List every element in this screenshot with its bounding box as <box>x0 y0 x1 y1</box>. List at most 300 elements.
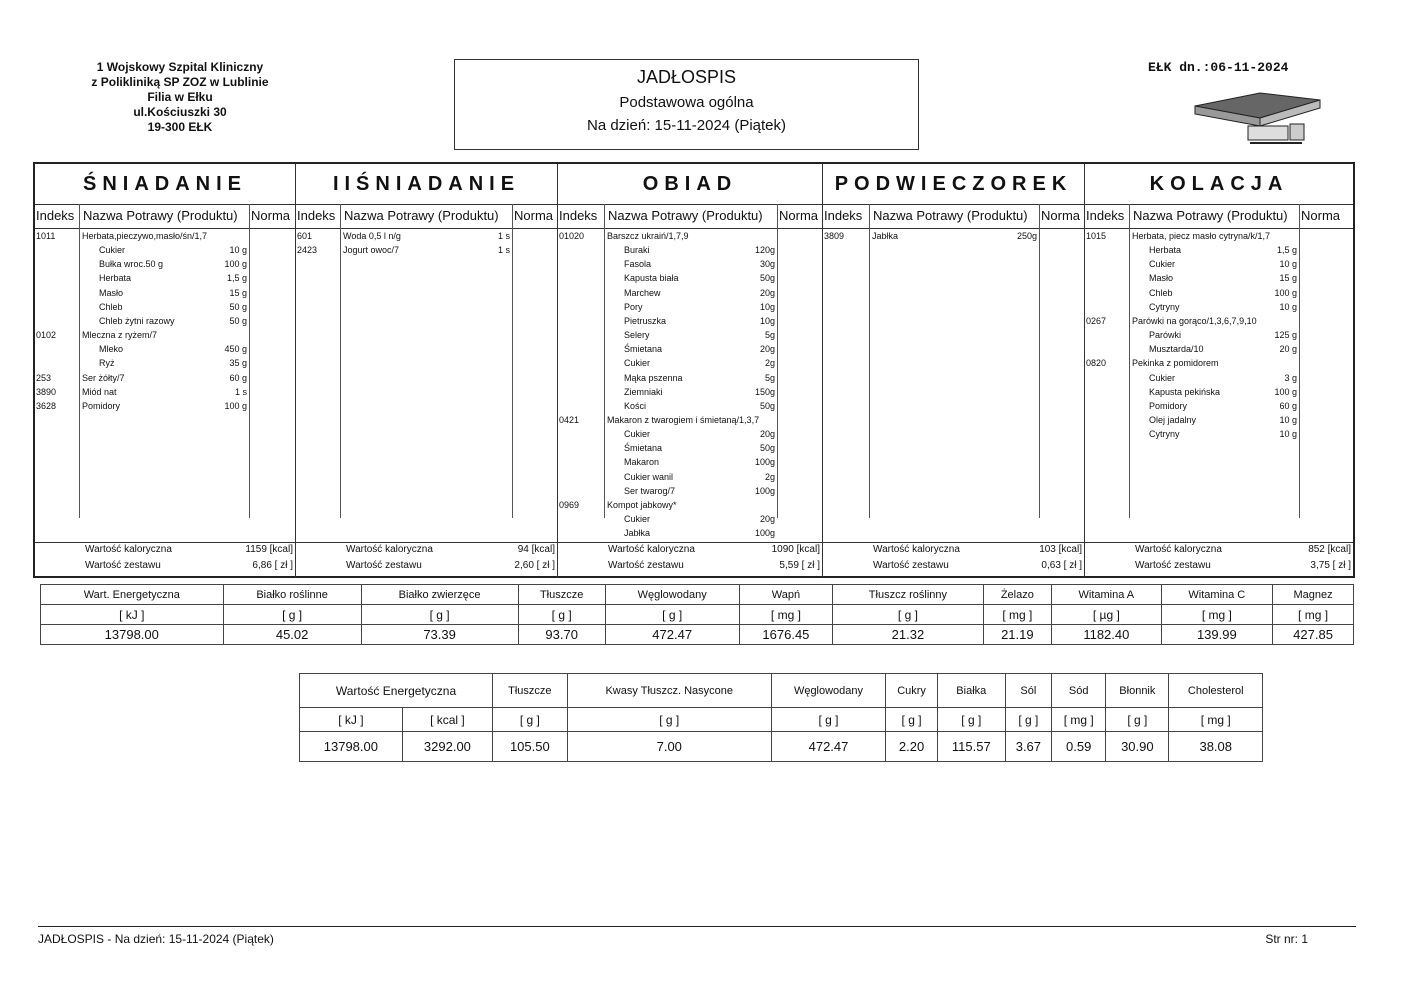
menu-row <box>558 315 822 329</box>
nutrition-cell: Tłuszcze <box>518 585 605 605</box>
menu-row <box>1085 301 1353 315</box>
meal-column-3 <box>823 164 1085 578</box>
row-name: Mleczna z ryżem/7 <box>82 330 158 341</box>
hospital-address <box>60 60 300 135</box>
meal-column-1 <box>296 164 558 578</box>
nutrition-cell: Cholesterol <box>1169 674 1263 708</box>
nutrition-cell: [ kJ ] <box>300 708 403 732</box>
nutrition-cell: [ g ] <box>886 708 938 732</box>
issue-date: EŁK dn.:06-11-2024 <box>1148 60 1289 75</box>
nutrition-cell: 1676.45 <box>739 625 833 645</box>
row-name: Herbata,pieczywo,masło/śn/1,7 <box>82 231 208 241</box>
nutrition-cell: [ g ] <box>493 708 568 732</box>
column-header-row <box>823 204 1084 229</box>
row-index: 0267 <box>1086 315 1107 326</box>
menu-row <box>823 230 1084 244</box>
nutrition-cell: [ g ] <box>567 708 771 732</box>
row-index: 1015 <box>1086 231 1107 241</box>
nutrition-cell: 30.90 <box>1106 732 1169 762</box>
nutrition-cell: 3292.00 <box>402 732 492 762</box>
meal-title: KOLACJA <box>1085 164 1353 205</box>
row-name: Kości <box>624 400 647 411</box>
nutrition-cell: 472.47 <box>771 732 885 762</box>
nutrition-cell: [ g ] <box>1106 708 1169 732</box>
name-header: Nazwa Potrawy (Produktu) <box>344 208 499 223</box>
column-header-row <box>558 204 822 229</box>
row-name: Cytryny <box>1149 429 1180 440</box>
row-name: Pietruszka <box>624 315 667 326</box>
row-name: Cukier <box>99 245 126 256</box>
row-norm: 1,5 g <box>1276 245 1297 256</box>
cost-value: 3,75 [ zł ] <box>1310 560 1351 571</box>
row-norm: 120g <box>754 245 775 256</box>
row-name: Parówki <box>1149 330 1182 341</box>
row-name: Bułka wroc.50 g <box>99 259 164 270</box>
row-norm: 10 g <box>229 245 247 256</box>
column-divider <box>869 204 870 518</box>
row-name: Jogurt owoc/7 <box>343 245 400 256</box>
nutrition-cell: 73.39 <box>361 625 518 645</box>
menu-date: Na dzień: 15-11-2024 (Piątek) <box>587 117 786 134</box>
nutrition-cell: Tłuszcz roślinny <box>833 585 983 605</box>
row-name: Selery <box>624 330 650 341</box>
row-norm: 50g <box>759 443 775 454</box>
row-name: Ser żółty/7 <box>82 372 125 383</box>
nutrition-headers-row <box>300 674 1263 708</box>
row-norm: 100 g <box>1274 386 1297 397</box>
cost-value: 5,59 [ zł ] <box>779 560 820 571</box>
row-norm: 1 s <box>497 231 510 241</box>
menu-row <box>35 343 295 357</box>
column-header-row <box>296 204 557 229</box>
menu-row <box>35 230 295 244</box>
row-name: Chleb <box>99 301 123 312</box>
row-name: Kompot jabkowy* <box>607 499 677 510</box>
totals-divider <box>558 542 822 543</box>
index-header: Indeks <box>36 208 75 223</box>
row-index: 2423 <box>297 245 318 256</box>
name-header: Nazwa Potrawy (Produktu) <box>1133 208 1288 223</box>
index-header: Indeks <box>1086 208 1125 223</box>
calorie-value: 852 [kcal] <box>1308 544 1351 555</box>
menu-row <box>35 287 295 301</box>
nutrition-cell: Cukry <box>886 674 938 708</box>
row-name: Olej jadalny <box>1149 414 1197 425</box>
totals-divider <box>296 542 557 543</box>
row-name: Fasola <box>624 259 652 270</box>
nutrition-cell: [ mg ] <box>739 605 833 625</box>
menu-row <box>558 372 822 386</box>
menu-row <box>558 400 822 414</box>
menu-row <box>1085 372 1353 386</box>
calorie-value: 94 [kcal] <box>517 544 555 555</box>
nutrition-cell: Węglowodany <box>771 674 885 708</box>
nutrition-cell: 105.50 <box>493 732 568 762</box>
menu-row <box>1085 315 1353 329</box>
nutrition-cell: [ g ] <box>1005 708 1052 732</box>
footer-title: JADŁOSPIS - Na dzień: 15-11-2024 (Piątek) <box>38 932 274 946</box>
row-index: 0969 <box>559 499 580 510</box>
menu-row <box>558 329 822 343</box>
menu-row <box>1085 287 1353 301</box>
row-norm: 2g <box>764 471 775 482</box>
row-name: Jabłka <box>872 231 899 241</box>
nutrition-cell: [ g ] <box>605 605 739 625</box>
norm-header: Norma <box>779 208 819 223</box>
nutrition-cell: Tłuszcze <box>493 674 568 708</box>
row-norm: 100 g <box>1274 287 1297 298</box>
menu-row <box>558 230 822 244</box>
menu-row <box>35 386 295 400</box>
cost-label: Wartość zestawu <box>85 560 161 571</box>
totals-divider <box>823 542 1084 543</box>
menu-row <box>558 386 822 400</box>
meal-title: IIŚNIADANIE <box>296 164 557 205</box>
nutrition-label-table <box>299 673 1263 762</box>
cost-value: 6,86 [ zł ] <box>252 560 293 571</box>
hospital-line: z Polikliniką SP ZOZ w Lublinie <box>91 75 269 89</box>
page-number: Str nr: 1 <box>1265 932 1308 946</box>
meal-title: OBIAD <box>558 164 822 205</box>
row-name: Cukier <box>1149 259 1176 270</box>
row-norm: 20 g <box>1279 344 1297 355</box>
row-norm: 60 g <box>229 372 247 383</box>
row-name: Buraki <box>624 245 650 256</box>
nutrition-cell: 93.70 <box>518 625 605 645</box>
meal-column-4 <box>1085 164 1353 578</box>
row-norm: 20g <box>759 514 775 524</box>
row-norm: 30g <box>759 259 775 270</box>
row-name: Makaron <box>624 457 660 468</box>
row-name: Śmietana <box>624 344 663 355</box>
nutrition-units-row <box>300 708 1263 732</box>
norm-header: Norma <box>514 208 554 223</box>
row-index: 3628 <box>36 400 57 411</box>
row-norm: 60 g <box>1279 400 1297 411</box>
row-norm: 125 g <box>1274 330 1297 341</box>
hospital-line: ul.Kościuszki 30 <box>133 105 227 119</box>
nutrition-cell: [ g ] <box>938 708 1005 732</box>
column-header-row <box>1085 204 1353 229</box>
row-norm: 1 s <box>497 245 510 256</box>
nutrition-cell: 139.99 <box>1161 625 1273 645</box>
calorie-label: Wartość kaloryczna <box>873 544 960 555</box>
row-norm: 100g <box>754 457 775 468</box>
row-name: Marchew <box>624 287 661 298</box>
menu-row <box>558 428 822 442</box>
calorie-value: 103 [kcal] <box>1039 544 1082 555</box>
nutrition-cell: [ kJ ] <box>41 605 224 625</box>
row-name: Herbata <box>1149 245 1182 256</box>
menu-row <box>35 357 295 371</box>
nutrition-cell: Kwasy Tłuszcz. Nasycone <box>567 674 771 708</box>
meal-title: PODWIECZOREK <box>823 164 1084 205</box>
nutrition-cell: 45.02 <box>223 625 361 645</box>
row-name: Barszcz ukraiń/1,7,9 <box>607 231 689 241</box>
row-index: 1011 <box>36 231 56 241</box>
document-title: JADŁOSPIS <box>636 67 737 87</box>
calorie-label: Wartość kaloryczna <box>1135 544 1222 555</box>
row-norm: 100g <box>754 485 775 496</box>
nutrition-summary-table <box>40 584 1354 645</box>
calorie-label: Wartość kaloryczna <box>85 544 172 555</box>
menu-row <box>558 414 822 428</box>
column-divider <box>1039 204 1040 518</box>
page-footer <box>38 926 1356 946</box>
row-index: 0102 <box>36 330 57 341</box>
menu-row <box>558 442 822 456</box>
nutrition-units-row <box>41 605 1354 625</box>
row-name: Ziemniaki <box>624 386 663 397</box>
menu-row <box>1085 258 1353 272</box>
hospital-line: Filia w Ełku <box>147 90 213 104</box>
menu-row <box>1085 272 1353 286</box>
row-name: Pomidory <box>1149 400 1188 411</box>
menu-row <box>296 230 557 244</box>
menu-row <box>1085 414 1353 428</box>
menu-row <box>35 272 295 286</box>
row-norm: 100g <box>754 528 775 539</box>
row-name: Kapusta biała <box>624 273 679 284</box>
menu-row <box>558 485 822 499</box>
row-index: 0820 <box>1086 358 1107 369</box>
nutrition-cell: Błonnik <box>1106 674 1169 708</box>
nutrition-cell: 13798.00 <box>300 732 403 762</box>
row-name: Pory <box>624 301 643 312</box>
menu-row <box>558 471 822 485</box>
row-norm: 50 g <box>229 301 247 312</box>
norm-header: Norma <box>251 208 291 223</box>
meal-column-0 <box>35 164 296 578</box>
nutrition-cell: 1182.40 <box>1052 625 1161 645</box>
nutrition-cell: 21.19 <box>983 625 1052 645</box>
nutrition-cell: [ g ] <box>361 605 518 625</box>
nutrition-cell: [ g ] <box>771 708 885 732</box>
menu-row <box>558 272 822 286</box>
cost-value: 2,60 [ zł ] <box>514 560 555 571</box>
calorie-value: 1159 [kcal] <box>245 544 293 555</box>
row-norm: 100 g <box>224 400 247 411</box>
menu-row <box>35 258 295 272</box>
row-name: Parówki na gorąco/1,3,6,7,9,10 <box>1132 315 1257 326</box>
menu-row <box>558 301 822 315</box>
nutrition-cell: 13798.00 <box>41 625 224 645</box>
row-norm: 100 g <box>224 259 247 270</box>
nutrition-cell: Wart. Energetyczna <box>41 585 224 605</box>
menu-row <box>35 372 295 386</box>
row-name: Musztarda/10 <box>1149 344 1204 355</box>
menu-row <box>1085 428 1353 442</box>
row-norm: 15 g <box>1279 273 1297 284</box>
nutrition-values-row <box>41 625 1354 645</box>
row-name: Ser twarog/7 <box>624 485 676 496</box>
row-name: Jabłka <box>624 528 651 539</box>
meal-column-2 <box>558 164 823 578</box>
menu-row <box>558 499 822 513</box>
row-norm: 35 g <box>229 358 247 369</box>
nutrition-cell: [ mg ] <box>1161 605 1273 625</box>
row-norm: 2g <box>764 358 775 369</box>
cost-label: Wartość zestawu <box>608 560 684 571</box>
nutrition-cell: [ mg ] <box>983 605 1052 625</box>
row-norm: 50g <box>759 273 775 284</box>
title-box <box>454 59 919 150</box>
nutrition-cell: [ mg ] <box>1052 708 1106 732</box>
menu-row <box>35 315 295 329</box>
row-norm: 10g <box>759 301 775 312</box>
row-norm: 1 s <box>234 386 247 397</box>
row-norm: 150g <box>754 386 775 397</box>
norm-header: Norma <box>1041 208 1081 223</box>
nutrition-cell: 0.59 <box>1052 732 1106 762</box>
nutrition-cell: 115.57 <box>938 732 1005 762</box>
row-name: Cukier <box>624 429 651 440</box>
row-norm: 1,5 g <box>226 273 247 284</box>
nutrition-cell: 472.47 <box>605 625 739 645</box>
row-name: Cukier <box>624 358 651 369</box>
index-header: Indeks <box>824 208 863 223</box>
nutrition-cell: Sól <box>1005 674 1052 708</box>
menu-row <box>35 244 295 258</box>
calorie-label: Wartość kaloryczna <box>346 544 433 555</box>
menu-row <box>1085 244 1353 258</box>
row-name: Masło <box>99 287 124 298</box>
row-name: Pekinka z pomidorem <box>1132 358 1219 369</box>
row-name: Chleb <box>1149 287 1173 298</box>
row-name: Śmietana <box>624 443 663 454</box>
index-header: Indeks <box>559 208 598 223</box>
diet-name: Podstawowa ogólna <box>619 94 754 111</box>
row-index: 0421 <box>559 414 580 425</box>
nutrition-cell: 21.32 <box>833 625 983 645</box>
nutrition-cell: Wapń <box>739 585 833 605</box>
row-name: Mleko <box>99 344 124 355</box>
nutrition-cell: Węglowodany <box>605 585 739 605</box>
nutrition-cell: Sód <box>1052 674 1106 708</box>
row-norm: 5g <box>764 372 775 383</box>
name-header: Nazwa Potrawy (Produktu) <box>608 208 763 223</box>
menu-row <box>296 244 557 258</box>
row-norm: 10 g <box>1279 429 1297 440</box>
menu-row <box>558 244 822 258</box>
menu-row <box>558 343 822 357</box>
row-name: Cytryny <box>1149 301 1180 312</box>
row-norm: 250g <box>1016 231 1037 241</box>
row-norm: 20g <box>759 429 775 440</box>
row-index: 3809 <box>824 231 845 241</box>
nutrition-cell: 3.67 <box>1005 732 1052 762</box>
row-norm: 50 g <box>229 315 247 326</box>
row-norm: 3 g <box>1284 372 1297 383</box>
menu-row <box>35 400 295 414</box>
row-name: Makaron z twarogiem i śmietaną/1,3,7 <box>607 414 760 425</box>
nutrition-cell: [ mg ] <box>1273 605 1354 625</box>
nutrition-cell: [ g ] <box>223 605 361 625</box>
name-header: Nazwa Potrawy (Produktu) <box>83 208 238 223</box>
menu-row <box>558 527 822 541</box>
nutrition-cell: [ g ] <box>518 605 605 625</box>
meal-menu <box>33 162 1355 578</box>
row-norm: 10 g <box>1279 301 1297 312</box>
row-name: Pomidory <box>82 400 121 411</box>
row-index: 3890 <box>36 386 57 397</box>
nutrition-values-row <box>300 732 1263 762</box>
nutrition-cell: Białko zwierzęce <box>361 585 518 605</box>
calorie-label: Wartość kaloryczna <box>608 544 695 555</box>
menu-row <box>558 258 822 272</box>
hospital-line: 1 Wojskowy Szpital Kliniczny <box>96 60 264 74</box>
row-index: 01020 <box>559 231 585 241</box>
nutrition-cell: [ kcal ] <box>402 708 492 732</box>
menu-row <box>35 301 295 315</box>
nutrition-cell: Białka <box>938 674 1005 708</box>
menu-row <box>35 329 295 343</box>
cost-value: 0,63 [ zł ] <box>1041 560 1082 571</box>
row-norm: 5g <box>764 330 775 341</box>
menu-row <box>1085 357 1353 371</box>
nutrition-cell: [ µg ] <box>1052 605 1161 625</box>
row-name: Cukier wanil <box>624 471 674 482</box>
row-name: Masło <box>1149 273 1174 284</box>
nutrition-cell: 38.08 <box>1169 732 1263 762</box>
row-norm: 10 g <box>1279 259 1297 270</box>
name-header: Nazwa Potrawy (Produktu) <box>873 208 1028 223</box>
row-norm: 15 g <box>229 287 247 298</box>
nutrition-headers-row <box>41 585 1354 605</box>
menu-row <box>558 357 822 371</box>
nutrition-cell: 7.00 <box>567 732 771 762</box>
row-index: 253 <box>36 372 52 383</box>
cost-label: Wartość zestawu <box>1135 560 1211 571</box>
book-computer-logo <box>1190 88 1330 146</box>
row-name: Ryż <box>99 358 115 369</box>
nutrition-cell: [ g ] <box>833 605 983 625</box>
row-norm: 50g <box>759 400 775 411</box>
meal-title: ŚNIADANIE <box>35 164 295 205</box>
norm-header: Norma <box>1301 208 1341 223</box>
totals-divider <box>35 542 295 543</box>
row-norm: 450 g <box>224 344 247 355</box>
row-name: Mąka pszenna <box>624 372 683 383</box>
nutrition-cell: [ mg ] <box>1169 708 1263 732</box>
nutrition-cell: Witamina C <box>1161 585 1273 605</box>
row-name: Cukier <box>1149 372 1176 383</box>
row-index: 601 <box>297 231 313 241</box>
row-name: Herbata <box>99 273 132 284</box>
hospital-line: 19-300 EŁK <box>147 120 213 134</box>
row-norm: 10g <box>759 315 775 326</box>
row-name: Chleb żytni razowy <box>99 315 175 326</box>
menu-row <box>558 287 822 301</box>
cost-label: Wartość zestawu <box>873 560 949 571</box>
nutrition-cell: Witamina A <box>1052 585 1161 605</box>
row-name: Herbata, piecz masło cytryna/k/1,7 <box>1132 231 1271 241</box>
row-norm: 10 g <box>1279 414 1297 425</box>
cost-label: Wartość zestawu <box>346 560 422 571</box>
index-header: Indeks <box>297 208 336 223</box>
menu-row <box>558 513 822 527</box>
calorie-value: 1090 [kcal] <box>771 544 820 555</box>
nutrition-cell: Magnez <box>1273 585 1354 605</box>
row-name: Cukier <box>624 514 651 524</box>
energy-header: Wartość Energetyczna <box>300 674 493 708</box>
row-name: Miód nat <box>82 386 117 397</box>
totals-divider <box>1085 542 1353 543</box>
menu-row <box>1085 343 1353 357</box>
nutrition-cell: 427.85 <box>1273 625 1354 645</box>
menu-row <box>1085 400 1353 414</box>
nutrition-cell: Żelazo <box>983 585 1052 605</box>
